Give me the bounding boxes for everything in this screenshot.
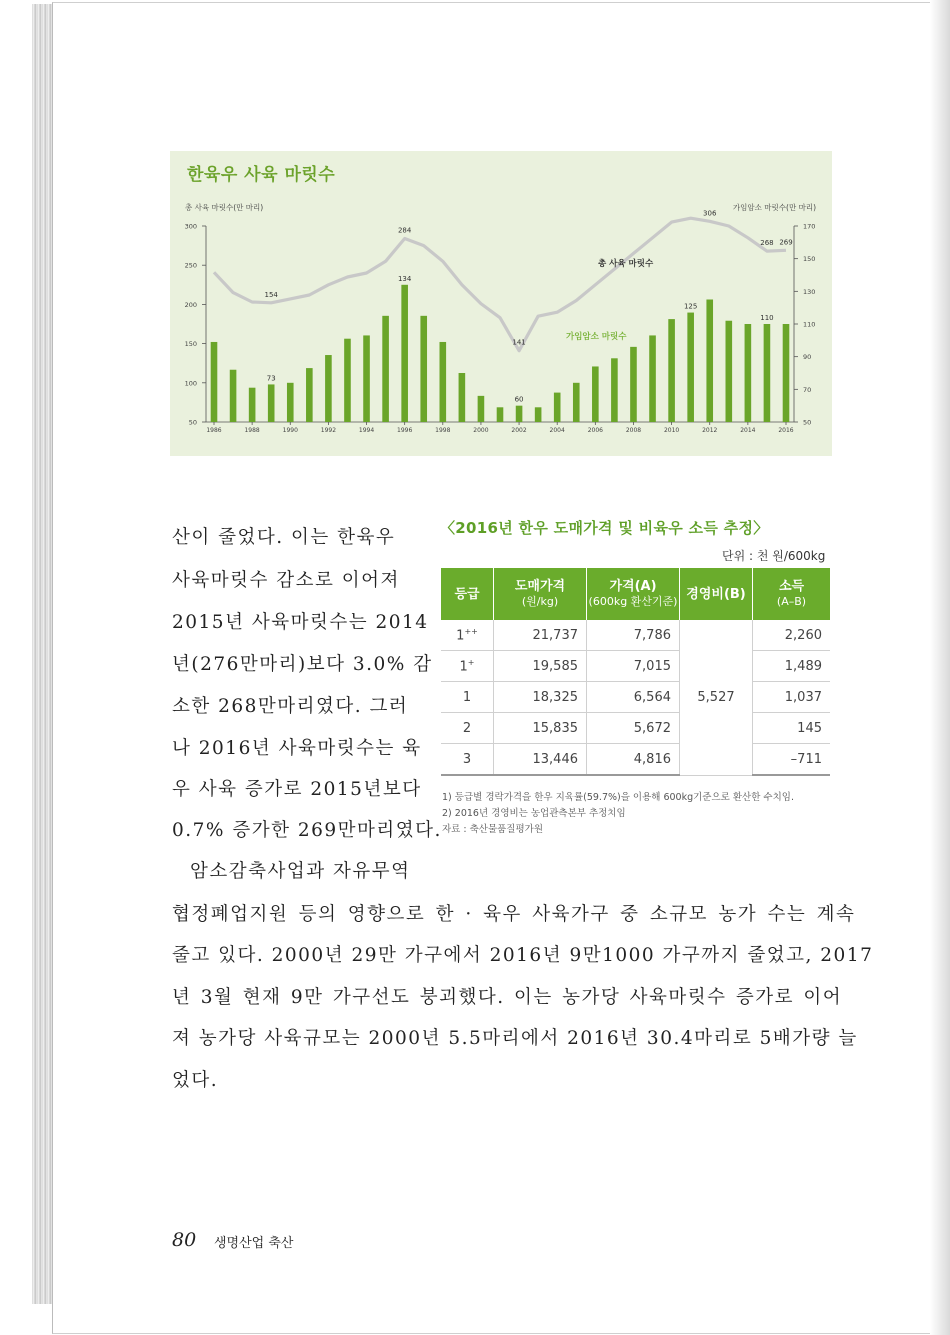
- cell-wholesale: 15,835: [494, 713, 587, 744]
- x-tick-label: 2000: [473, 427, 489, 434]
- bar: [420, 316, 427, 422]
- body-line: 2015년 사육마릿수는 2014: [172, 612, 429, 633]
- bar: [249, 388, 256, 422]
- table-row: [441, 713, 830, 744]
- body-line: 져 농가당 사육규모는 2000년 5.5마리에서 2016년 30.4마리로 5배가량 늘: [172, 1028, 858, 1049]
- cell-price: 7,786: [587, 620, 680, 651]
- cell-wholesale: 19,585: [494, 651, 587, 682]
- bar: [630, 347, 637, 422]
- bar: [726, 321, 733, 422]
- bar: [230, 370, 237, 422]
- right-tick-label: 50: [803, 418, 812, 427]
- bar: [745, 324, 752, 422]
- cell-cost: 5,527: [680, 620, 753, 775]
- cell-income: –711: [753, 744, 831, 776]
- body-line: 협정폐업지원 등의 영향으로 한 · 육우 사육가구 중 소규모 농가 수는 계속: [172, 904, 856, 925]
- x-tick-label: 2006: [587, 427, 603, 434]
- right-tick-label: 130: [803, 287, 816, 296]
- body-line: 었다.: [172, 1070, 219, 1091]
- table-row: [441, 682, 830, 713]
- price-table: [441, 568, 830, 776]
- bar: [611, 358, 618, 422]
- bar: [401, 285, 408, 422]
- bar: [573, 383, 580, 422]
- x-tick-label: 1992: [320, 427, 337, 434]
- header-grade: 등급: [441, 568, 494, 620]
- left-tick-label: 150: [184, 340, 197, 349]
- data-label: 268: [760, 239, 774, 248]
- chart-title: 한육우 사육 마릿수: [187, 165, 336, 185]
- cell-grade: 1+: [441, 651, 494, 682]
- bar: [211, 342, 218, 422]
- body-line: 암소감축사업과 자유무역: [190, 861, 411, 882]
- x-tick-label: 2002: [511, 427, 527, 434]
- bar: [306, 368, 313, 422]
- x-tick-label: 1998: [435, 427, 451, 434]
- bar: [497, 407, 504, 422]
- bar: [382, 316, 389, 422]
- body-line: 소한 268만마리였다. 그러: [172, 696, 409, 717]
- chart-plot: [170, 151, 832, 456]
- bar: [783, 324, 790, 422]
- chart-panel: [170, 151, 832, 456]
- bar: [459, 373, 466, 422]
- data-label: 141: [512, 338, 526, 347]
- right-tick-label: 90: [803, 353, 812, 362]
- bar: [764, 324, 771, 422]
- bar: [268, 384, 275, 422]
- header-income: 소득 (A–B): [753, 568, 831, 620]
- cell-price: 6,564: [587, 682, 680, 713]
- body-line: 년 3월 현재 9만 가구선도 붕괴했다. 이는 농가당 사육마릿수 증가로 이어: [172, 987, 843, 1008]
- cell-price: 7,015: [587, 651, 680, 682]
- x-tick-label: 1986: [206, 427, 222, 434]
- right-tick-label: 70: [803, 385, 812, 394]
- body-line: 줄고 있다. 2000년 29만 가구에서 2016년 9만1000 가구까지 줄었고, 2017: [172, 945, 874, 966]
- cell-wholesale: 18,325: [494, 682, 587, 713]
- total-line: [214, 218, 786, 351]
- x-tick-label: 1996: [397, 427, 413, 434]
- data-label: 110: [760, 314, 774, 322]
- bar: [325, 355, 332, 422]
- right-axis-label: 가임암소 마릿수(만 마리): [732, 203, 816, 212]
- bar: [592, 366, 599, 422]
- right-tick-label: 170: [803, 222, 816, 231]
- page-number: 80: [172, 1229, 197, 1251]
- cell-wholesale: 21,737: [494, 620, 587, 651]
- bar: [363, 335, 370, 422]
- table-note: 1) 등급별 경락가격을 한우 지육률(59.7%)을 이용해 600kg기준으로 환산한 수치임.: [442, 792, 794, 803]
- right-tick-label: 150: [803, 255, 816, 264]
- bar: [287, 383, 294, 422]
- cell-income: 1,037: [753, 682, 831, 713]
- bar: [516, 406, 523, 422]
- data-label: 73: [266, 374, 276, 383]
- bar: [344, 339, 351, 422]
- page-shadow: [930, 0, 950, 1335]
- left-tick-label: 100: [184, 379, 197, 388]
- cell-grade: 3: [441, 744, 494, 776]
- page-edges: [32, 4, 54, 1304]
- bar: [440, 342, 447, 422]
- table-title: 〈2016년 한우 도매가격 및 비육우 소득 추정〉: [440, 519, 769, 537]
- body-line: 우 사육 증가로 2015년보다: [172, 779, 422, 800]
- right-tick-label: 110: [803, 320, 816, 329]
- running-title: 생명산업 축산: [214, 1236, 294, 1251]
- bar: [706, 300, 713, 423]
- data-label: 154: [264, 290, 278, 299]
- left-tick-label: 50: [188, 418, 197, 427]
- body-line: 년(276만마리)보다 3.0% 감: [172, 654, 433, 675]
- body-line: 산이 줄었다. 이는 한육우: [172, 527, 396, 548]
- x-tick-label: 1994: [358, 427, 375, 434]
- table-unit: 단위 : 천 원/600kg: [722, 549, 826, 563]
- header-wholesale: 도매가격 (원/kg): [494, 568, 587, 620]
- cell-wholesale: 13,446: [494, 744, 587, 776]
- bar: [478, 396, 485, 422]
- data-label: 269: [779, 238, 793, 247]
- table-row: [441, 620, 830, 651]
- bar: [535, 407, 542, 422]
- data-label: 306: [703, 209, 717, 218]
- x-tick-label: 2008: [625, 427, 642, 434]
- x-tick-label: 1990: [282, 427, 298, 434]
- x-tick-label: 2016: [778, 427, 794, 434]
- cell-price: 4,816: [587, 744, 680, 776]
- bar: [554, 393, 561, 422]
- left-tick-label: 300: [184, 222, 197, 231]
- table-row: [441, 744, 830, 776]
- x-tick-label: 2004: [549, 427, 565, 434]
- cell-grade: 1: [441, 682, 494, 713]
- table-row: [441, 651, 830, 682]
- body-line: 나 2016년 사육마릿수는 육: [172, 738, 422, 759]
- data-label: 60: [514, 395, 524, 404]
- cell-grade: 2: [441, 713, 494, 744]
- left-axis-label: 총 사육 마릿수(만 마리): [185, 203, 264, 212]
- x-tick-label: 2010: [663, 427, 680, 434]
- data-label: 125: [683, 302, 698, 311]
- line-series-label: 총 사육 마릿수: [598, 259, 654, 269]
- left-tick-label: 250: [184, 261, 197, 270]
- bar: [668, 319, 675, 422]
- bar: [649, 335, 656, 422]
- left-tick-label: 200: [184, 300, 197, 309]
- cell-income: 1,489: [753, 651, 831, 682]
- bar: [687, 313, 694, 422]
- data-label: 134: [397, 274, 412, 283]
- cell-grade: 1++: [441, 620, 494, 651]
- body-line: 0.7% 증가한 269만마리였다.: [172, 820, 442, 841]
- table-header-row: [441, 568, 830, 620]
- header-cost: 경영비(B): [680, 568, 753, 620]
- header-price: 가격(A) (600kg 환산기준): [587, 568, 680, 620]
- cell-income: 145: [753, 713, 831, 744]
- x-tick-label: 2012: [702, 427, 718, 434]
- table-source: 자료 : 축산물품질평가원: [442, 824, 544, 835]
- body-line: 사육마릿수 감소로 이어져: [172, 570, 400, 591]
- x-tick-label: 1988: [244, 427, 260, 434]
- x-tick-label: 2014: [740, 427, 756, 434]
- cell-price: 5,672: [587, 713, 680, 744]
- table-note: 2) 2016년 경영비는 농업관측본부 추정치임: [442, 808, 626, 819]
- cell-income: 2,260: [753, 620, 831, 651]
- bar-series-label: 가임암소 마릿수: [566, 332, 627, 342]
- data-label: 284: [397, 226, 412, 235]
